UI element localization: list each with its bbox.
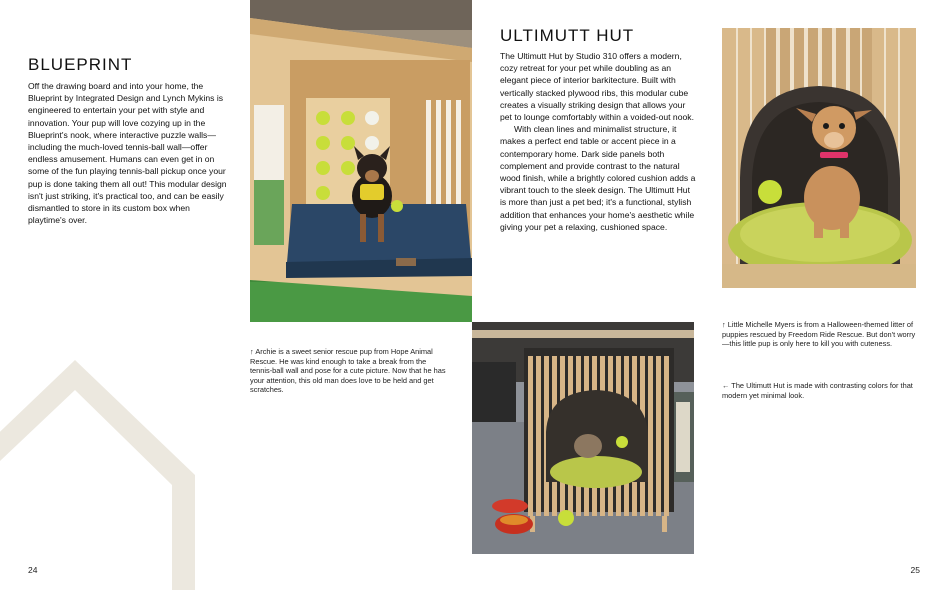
blueprint-photo bbox=[250, 0, 472, 322]
hut-caption: ← The Ultimutt Hut is made with contrasting colors for that modern yet minimal look. bbox=[722, 381, 913, 400]
michelle-caption: ↑ Little Michelle Myers is from a Halloween-themed litter of puppies rescued by Freedom Ride Rescue. But don't worry—this little pup is only here to kill you with cuteness. bbox=[722, 320, 916, 349]
ultimutt-hut-title: ULTIMUTT HUT bbox=[500, 26, 635, 45]
page-number-left: 24 bbox=[28, 565, 38, 575]
blueprint-title: BLUEPRINT bbox=[28, 55, 133, 74]
ultimutt-body-paragraph-2: With clean lines and minimalist structure, it makes a perfect end table or accent piece in a contemporary home. Dark side panels both complement and provide contrast to the natural wood finish, while a brightly colored cushion adds a vibrant touch to the sleek design. The Ultimutt Hut is more than just a pet bed; it's a functional, stylish addition that enhances your home's aesthetic while giving your pet a relaxing, cushioned space. bbox=[500, 124, 696, 232]
ultimutt-body-paragraph-1: The Ultimutt Hut by Studio 310 offers a modern, cozy retreat for your pet while doubling as an elegant piece of interior barkitecture. Built with vertically stacked plywood ribs, this modular cube creates a visually striking design that allows your pet to lounge comfortably within a voided-out nook. bbox=[500, 51, 694, 123]
house-outline-decoration bbox=[0, 350, 210, 590]
page-number-right: 25 bbox=[910, 565, 920, 575]
michelle-photo bbox=[722, 28, 916, 288]
ultimutt-hut-photo bbox=[472, 322, 694, 554]
ultimutt-hut-body-text bbox=[500, 50, 698, 233]
right-page bbox=[472, 0, 944, 590]
blueprint-body-text: Off the drawing board and into your home, the Blueprint by Integrated Design and Lynch Mykins is engineered to entertain your pet with style and innovation. Your pup will love cozying up in the Blueprint's nook, where interactive puzzle walls—including the much-loved tennis-ball wall—offer endless amusement. Humans can even get in on some of the fun playing tennis-ball pickup once your pup is done taking them all out! This modular design isn't just striking, it's practical too, and can be easily dismantled to store in its custom box when playtime's over. bbox=[28, 81, 227, 226]
archie-caption: ↑ Archie is a sweet senior rescue pup from Hope Animal Rescue. He was kind enough to take a break from the tennis-ball wall and pose for a cute picture. Now that he has your attention, this old man does love to be held and get scratches. bbox=[250, 347, 446, 395]
